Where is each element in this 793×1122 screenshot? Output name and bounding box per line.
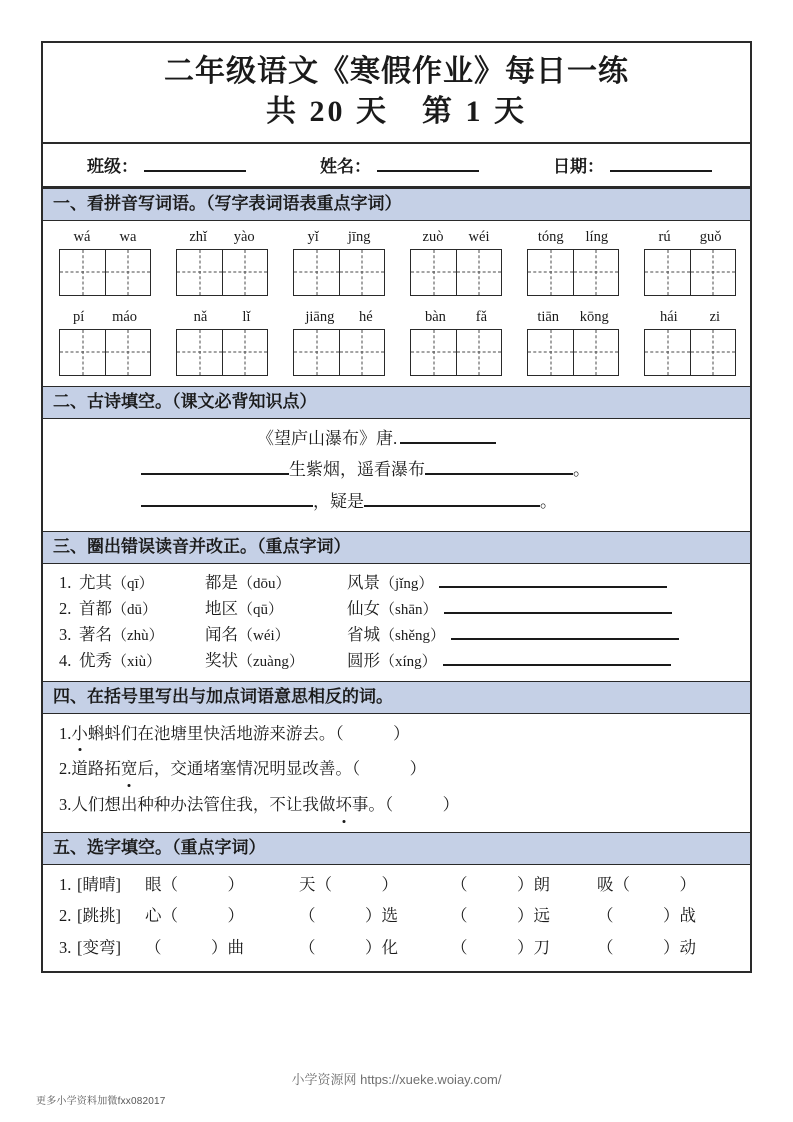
- blank-item-4[interactable]: （ ）动: [597, 937, 696, 957]
- pinyin-syllable: yǐ: [307, 228, 319, 245]
- pron-pinyin: （dū）: [112, 602, 158, 619]
- pron-item-1[interactable]: [79, 648, 205, 674]
- worksheet-sheet: [41, 41, 752, 973]
- pinyin-label: [527, 310, 619, 326]
- poem-title: 《望庐山瀑布》唐.: [257, 428, 398, 448]
- section-2-heading: 二、古诗填空。（课文必背知识点）: [43, 386, 750, 419]
- pron-word: 圆形: [347, 650, 380, 670]
- word-group: [176, 230, 268, 296]
- date-blank[interactable]: [610, 169, 712, 172]
- tianzige-cell[interactable]: [411, 250, 456, 295]
- antonym-row: [59, 722, 736, 747]
- blank-item-2[interactable]: （ ）化: [299, 937, 398, 957]
- row-number: 4.: [59, 650, 72, 670]
- pinyin-syllable: wá: [73, 228, 91, 245]
- correction-blank[interactable]: [444, 611, 672, 614]
- tianzige-cell[interactable]: [645, 330, 690, 375]
- tianzige-cell[interactable]: [222, 330, 267, 375]
- pron-pinyin: （dōu）: [238, 576, 291, 593]
- pron-item-2[interactable]: [205, 570, 347, 596]
- pronunciation-row: [59, 622, 736, 648]
- poem-period-2: 。: [573, 460, 590, 480]
- word-group: [644, 310, 736, 376]
- row-number: 2.: [59, 759, 72, 779]
- tianzige-cell[interactable]: [294, 250, 339, 295]
- name-label: 姓名：: [320, 157, 371, 177]
- pinyin-syllable: tiān: [537, 308, 560, 325]
- pronunciation-row: [59, 596, 736, 622]
- poem-text-2: 生紫烟，遥看瀑布: [289, 460, 425, 480]
- pinyin-syllable: kōng: [579, 308, 609, 325]
- blank-item-1[interactable]: （ ）曲: [145, 937, 244, 957]
- section-2-body: [43, 419, 750, 532]
- poem-line-3: [61, 490, 732, 515]
- tianzige-cell[interactable]: [339, 250, 384, 295]
- tianzige-pair[interactable]: [293, 249, 385, 296]
- blank-item-4[interactable]: 吸（ ）: [597, 874, 696, 894]
- tianzige-cell[interactable]: [177, 330, 222, 375]
- pron-word: 地区: [205, 599, 238, 619]
- pron-word: 奖状: [205, 650, 238, 670]
- blank-item-2[interactable]: 天（ ）: [299, 874, 398, 894]
- pinyin-syllable: nǎ: [193, 308, 208, 325]
- pinyin-label: [293, 230, 385, 246]
- pron-pinyin: （xiù）: [112, 653, 162, 670]
- tianzige-cell[interactable]: [60, 330, 105, 375]
- pinyin-syllable: hái: [659, 308, 678, 325]
- pron-item-1[interactable]: [79, 570, 205, 596]
- poem-blank-2[interactable]: [425, 472, 573, 475]
- pron-word: 闻名: [205, 624, 238, 644]
- word-group: [59, 310, 151, 376]
- poem-blank-4[interactable]: [364, 504, 540, 507]
- word-group: [59, 230, 151, 296]
- pron-item-3[interactable]: [347, 596, 438, 622]
- pinyin-syllable: wéi: [468, 228, 490, 245]
- pinyin-syllable: hé: [358, 308, 373, 325]
- correction-blank[interactable]: [439, 585, 667, 588]
- pron-word: 省城: [347, 624, 380, 644]
- tianzige-pair[interactable]: [293, 329, 385, 376]
- blank-item-3[interactable]: （ ）朗: [451, 874, 550, 894]
- poem-period-3: 。: [540, 491, 557, 511]
- tianzige-cell[interactable]: [456, 250, 501, 295]
- pron-pinyin: （shěng）: [380, 627, 445, 644]
- pron-pinyin: （jǐng）: [380, 576, 434, 593]
- tianzige-cell[interactable]: [573, 250, 618, 295]
- emphasized-char: 坏: [335, 793, 352, 818]
- tianzige-cell[interactable]: [690, 250, 735, 295]
- tianzige-pair[interactable]: [176, 249, 268, 296]
- tianzige-cell[interactable]: [573, 330, 618, 375]
- tianzige-cell[interactable]: [105, 250, 150, 295]
- pinyin-label: [410, 310, 502, 326]
- tianzige-cell[interactable]: [528, 330, 573, 375]
- pinyin-syllable: zuò: [422, 228, 444, 245]
- pinyin-label: [293, 310, 385, 326]
- choose-char-row: [59, 872, 738, 898]
- antonym-row: [59, 793, 736, 818]
- antonym-row: [59, 757, 736, 782]
- pron-word: 首都: [79, 599, 112, 619]
- tianzige-cell[interactable]: [690, 330, 735, 375]
- pron-item-2[interactable]: [205, 622, 347, 648]
- tianzige-cell[interactable]: [528, 250, 573, 295]
- pinyin-label: [527, 230, 619, 246]
- pron-item-1[interactable]: [79, 596, 205, 622]
- pinyin-syllable: jiāng: [305, 308, 335, 325]
- section-5-heading: 五、选字填空。（重点字词）: [43, 832, 750, 865]
- poem-text-3: ，疑是: [313, 491, 364, 511]
- tianzige-pair[interactable]: [59, 329, 151, 376]
- pinyin-label: [410, 230, 502, 246]
- pinyin-row-1: [43, 221, 750, 300]
- blank-item-3[interactable]: （ ）远: [451, 906, 550, 926]
- tianzige-pair[interactable]: [527, 329, 619, 376]
- pinyin-syllable: zhǐ: [189, 228, 208, 245]
- tianzige-cell[interactable]: [105, 330, 150, 375]
- tianzige-cell[interactable]: [411, 330, 456, 375]
- sentence-pre: 道路拓: [71, 759, 121, 779]
- pronunciation-row: [59, 570, 736, 596]
- blank-item-4[interactable]: （ ）战: [597, 906, 696, 926]
- pron-word: 都是: [205, 573, 238, 593]
- pinyin-syllable: rú: [658, 228, 671, 245]
- word-group: [527, 310, 619, 376]
- pron-pinyin: （zuàng）: [238, 653, 304, 670]
- pinyin-label: [644, 230, 736, 246]
- student-info-row: [43, 144, 750, 188]
- date-label: 日期：: [553, 157, 604, 177]
- word-group: [410, 310, 502, 376]
- section-4-heading: 四、在括号里写出与加点词语意思相反的词。: [43, 681, 750, 714]
- word-group: [644, 230, 736, 296]
- tianzige-pair[interactable]: [644, 329, 736, 376]
- pinyin-syllable: fǎ: [475, 308, 488, 325]
- section-1-body: [43, 221, 750, 386]
- page-title-line-2: 共 20 天 第 1 天: [266, 94, 527, 128]
- emphasized-char: 宽: [121, 757, 138, 782]
- row-number: 2.: [59, 599, 72, 619]
- pinyin-syllable: máo: [112, 308, 138, 325]
- class-field[interactable]: [87, 152, 246, 177]
- pron-word: 仙女: [347, 599, 380, 619]
- pron-word: 优秀: [79, 650, 112, 670]
- row-number: 1.: [59, 573, 72, 593]
- blank-item-2[interactable]: （ ）选: [299, 906, 398, 926]
- correction-blank[interactable]: [451, 637, 679, 640]
- pron-pinyin: （qī）: [112, 576, 154, 593]
- pron-item-3[interactable]: [347, 622, 445, 648]
- word-group: [527, 230, 619, 296]
- row-number: 2.: [59, 906, 72, 926]
- pron-item-3[interactable]: [347, 648, 437, 674]
- pron-pinyin: （qū）: [238, 602, 284, 619]
- pinyin-syllable: líng: [585, 228, 609, 245]
- pron-pinyin: （zhù）: [112, 627, 164, 644]
- blank-item-1[interactable]: 眼（ ）: [145, 874, 244, 894]
- pronunciation-row: [59, 648, 736, 674]
- tianzige-cell[interactable]: [339, 330, 384, 375]
- pinyin-syllable: lǐ: [242, 308, 251, 325]
- pron-pinyin: （shān）: [380, 602, 438, 619]
- pron-word: 著名: [79, 624, 112, 644]
- word-group: [176, 310, 268, 376]
- pinyin-label: [59, 230, 151, 246]
- sentence-post[interactable]: 事。（ ）: [351, 795, 460, 815]
- emphasized-char: 小: [71, 722, 88, 747]
- poem-title-line: [61, 427, 732, 452]
- tianzige-cell[interactable]: [294, 330, 339, 375]
- pron-item-2[interactable]: [205, 648, 347, 674]
- tianzige-cell[interactable]: [645, 250, 690, 295]
- pron-pinyin: （wéi）: [238, 627, 290, 644]
- sentence-post[interactable]: 蝌蚪们在池塘里快活地游来游去。（ ）: [87, 723, 410, 743]
- char-choices: [睛晴]: [77, 874, 121, 894]
- pinyin-label: [176, 230, 268, 246]
- tianzige-cell[interactable]: [222, 250, 267, 295]
- pron-item-1[interactable]: [79, 622, 205, 648]
- char-choices: [跳挑]: [77, 906, 121, 926]
- sentence-post[interactable]: 后，交通堵塞情况明显改善。（ ）: [137, 759, 427, 779]
- choose-char-row: [59, 935, 738, 961]
- class-blank[interactable]: [144, 169, 246, 172]
- blank-item-3[interactable]: （ ）刀: [451, 937, 550, 957]
- pinyin-syllable: guǒ: [699, 228, 722, 245]
- tianzige-pair[interactable]: [644, 249, 736, 296]
- tianzige-pair[interactable]: [410, 249, 502, 296]
- pinyin-row-2: [43, 300, 750, 386]
- pron-word: 风景: [347, 573, 380, 593]
- name-field[interactable]: [320, 152, 479, 177]
- poem-line-2: [61, 458, 732, 483]
- tianzige-pair[interactable]: [59, 249, 151, 296]
- poem-author-blank[interactable]: [400, 441, 496, 444]
- tianzige-cell[interactable]: [60, 250, 105, 295]
- correction-blank[interactable]: [443, 663, 671, 666]
- row-number: 3.: [59, 937, 72, 957]
- pron-item-2[interactable]: [205, 596, 347, 622]
- footer-contact-note: 更多小学资料加微fxx082017: [36, 1096, 166, 1107]
- pinyin-syllable: jīng: [347, 228, 371, 245]
- pinyin-syllable: yào: [233, 228, 255, 245]
- date-field[interactable]: [553, 152, 712, 177]
- name-blank[interactable]: [377, 169, 479, 172]
- pinyin-syllable: zi: [709, 308, 721, 325]
- word-group: [293, 310, 385, 376]
- worksheet-title-block: [43, 43, 750, 144]
- pinyin-label: [176, 310, 268, 326]
- pinyin-syllable: wa: [119, 228, 137, 245]
- word-group: [410, 230, 502, 296]
- pinyin-syllable: pí: [72, 308, 85, 325]
- poem-blank-1[interactable]: [141, 472, 289, 475]
- row-number: 3.: [59, 624, 72, 644]
- choose-char-row: [59, 903, 738, 929]
- pinyin-syllable: tóng: [537, 228, 564, 245]
- row-number: 1.: [59, 874, 72, 894]
- pron-word: 尤其: [79, 573, 112, 593]
- class-label: 班级：: [87, 157, 138, 177]
- tianzige-pair[interactable]: [410, 329, 502, 376]
- section-1-heading: 一、看拼音写词语。（写字表词语表重点字词）: [43, 188, 750, 221]
- row-number: 3.: [59, 795, 72, 815]
- pinyin-syllable: bàn: [424, 308, 446, 325]
- section-3-body: [43, 564, 750, 680]
- tianzige-cell[interactable]: [456, 330, 501, 375]
- tianzige-cell[interactable]: [177, 250, 222, 295]
- pinyin-label: [644, 310, 736, 326]
- pron-pinyin: （xíng）: [380, 653, 437, 670]
- tianzige-pair[interactable]: [527, 249, 619, 296]
- section-3-heading: 三、圈出错误读音并改正。（重点字词）: [43, 531, 750, 564]
- site-watermark: 小学资源网 https://xueke.woiay.com/: [291, 1072, 502, 1087]
- word-group: [293, 230, 385, 296]
- sentence-pre: 人们想出种种办法管住我，不让我做: [71, 795, 336, 815]
- page-title-line-1: 二年级语文《寒假作业》每日一练: [164, 55, 629, 88]
- pron-item-3[interactable]: [347, 570, 433, 596]
- pinyin-label: [59, 310, 151, 326]
- blank-item-1[interactable]: 心（ ）: [145, 906, 244, 926]
- row-number: 1.: [59, 723, 72, 743]
- section-5-body: [43, 865, 750, 972]
- char-choices: [变弯]: [77, 937, 121, 957]
- section-4-body: [43, 714, 750, 832]
- tianzige-pair[interactable]: [176, 329, 268, 376]
- poem-blank-3[interactable]: [141, 504, 313, 507]
